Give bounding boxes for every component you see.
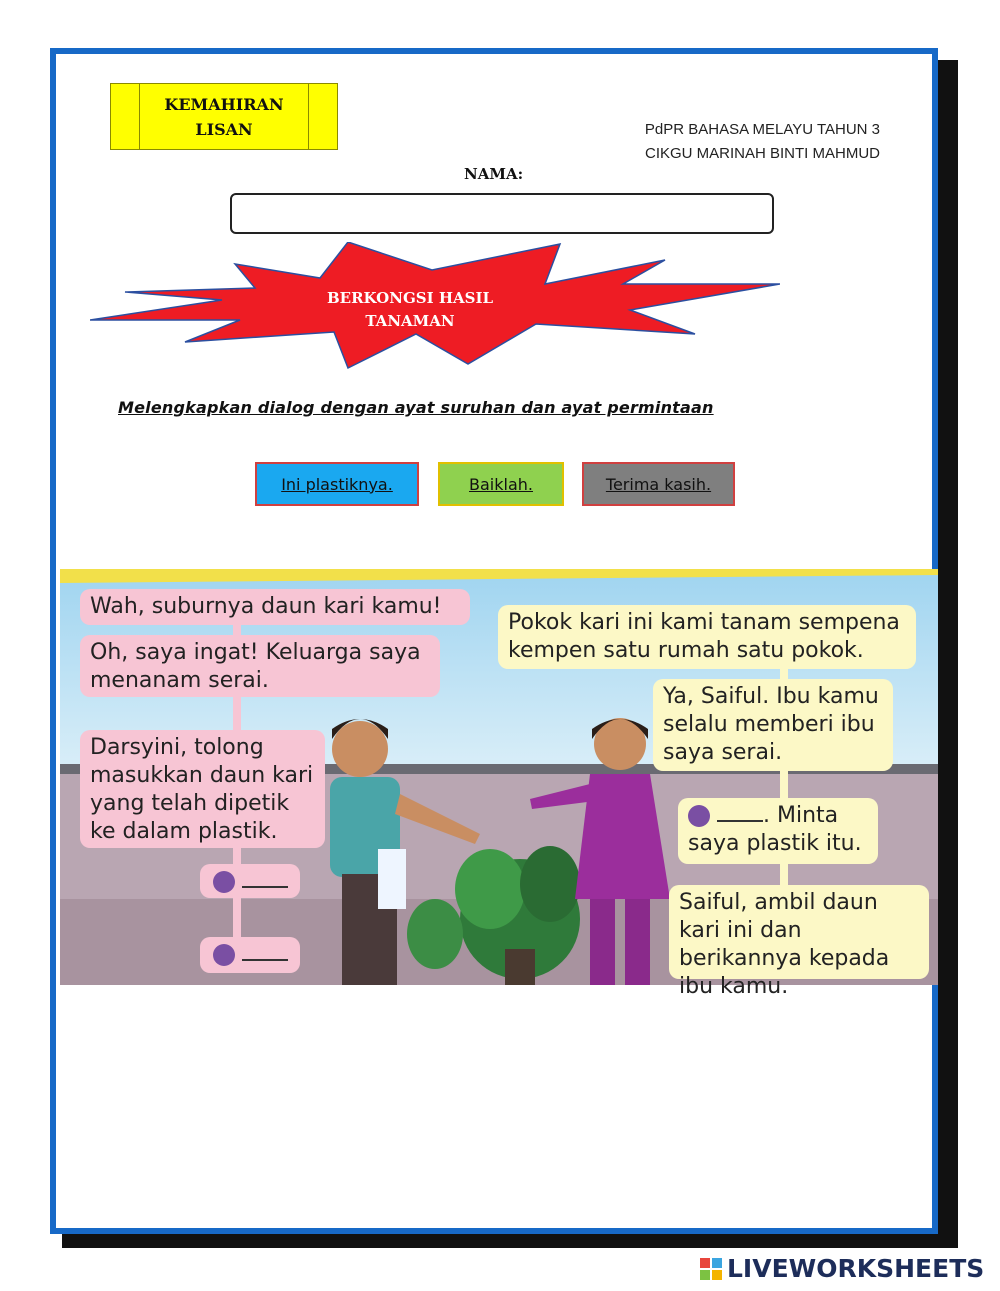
dialog-bubble-3: Darsyini, tolong masukkan daun kari yang telah dipetik ke dalam plastik.	[80, 730, 325, 848]
answer-choice-1[interactable]: Ini plastiknya.	[255, 462, 419, 506]
dialog-bubble-4: Pokok kari ini kami tanam sempena kempen satu rumah satu pokok.	[498, 605, 916, 669]
liveworksheets-logo	[700, 1258, 722, 1280]
blank-bubble-2	[200, 937, 300, 973]
logo-letter	[700, 1258, 710, 1268]
answer-blank-2[interactable]	[242, 959, 288, 961]
liveworksheets-text: LIVEWORKSHEETS	[727, 1254, 985, 1283]
title-burst-text	[300, 287, 520, 333]
logo-letter	[712, 1258, 722, 1268]
dialog-illustration	[60, 569, 938, 999]
dialog-bubble-7: Saiful, ambil daun kari ini dan berikannya kepada ibu kamu.	[669, 885, 929, 979]
liveworksheets-watermark	[700, 1254, 984, 1283]
name-label: NAMA:	[464, 165, 524, 183]
answer-blank-1[interactable]	[242, 886, 288, 888]
course-title: PdPR BAHASA MELAYU TAHUN 3	[644, 121, 880, 138]
logo-letter	[712, 1270, 722, 1280]
name-input[interactable]	[230, 193, 774, 234]
instruction-text: Melengkapkan dialog dengan ayat suruhan dan ayat permintaan	[118, 398, 714, 417]
logo-letter	[700, 1270, 710, 1280]
blank-bubble-1	[200, 864, 300, 898]
dialog-bubble-6	[678, 798, 878, 864]
skill-label-line2: LISAN	[195, 119, 253, 139]
dialog-bubble-6-text: . Minta saya plastik itu.	[688, 803, 862, 856]
audio-icon[interactable]	[213, 944, 235, 966]
header-info	[645, 118, 880, 166]
dialog-bubble-5-text: Ya, Saiful. Ibu kamu selalu memberi ibu saya serai.	[663, 684, 879, 765]
audio-icon[interactable]	[688, 805, 710, 827]
dialog-bubble-1: Wah, suburnya daun kari kamu!	[80, 589, 470, 625]
title-line1: BERKONGSI HASIL	[326, 289, 494, 307]
dialog-bubble-5	[653, 679, 893, 771]
skill-label-box	[110, 83, 338, 150]
answer-choice-3[interactable]: Terima kasih.	[582, 462, 735, 506]
dialog-bubble-2: Oh, saya ingat! Keluarga saya menanam serai.	[80, 635, 440, 697]
title-line2: TANAMAN	[365, 312, 455, 330]
answer-choice-2[interactable]: Baiklah.	[438, 462, 564, 506]
teacher-name: CIKGU MARINAH BINTI MAHMUD	[644, 145, 880, 162]
audio-icon[interactable]	[213, 871, 235, 893]
answer-blank-3[interactable]	[717, 820, 763, 822]
skill-label-line1: KEMAHIRAN	[164, 94, 284, 114]
